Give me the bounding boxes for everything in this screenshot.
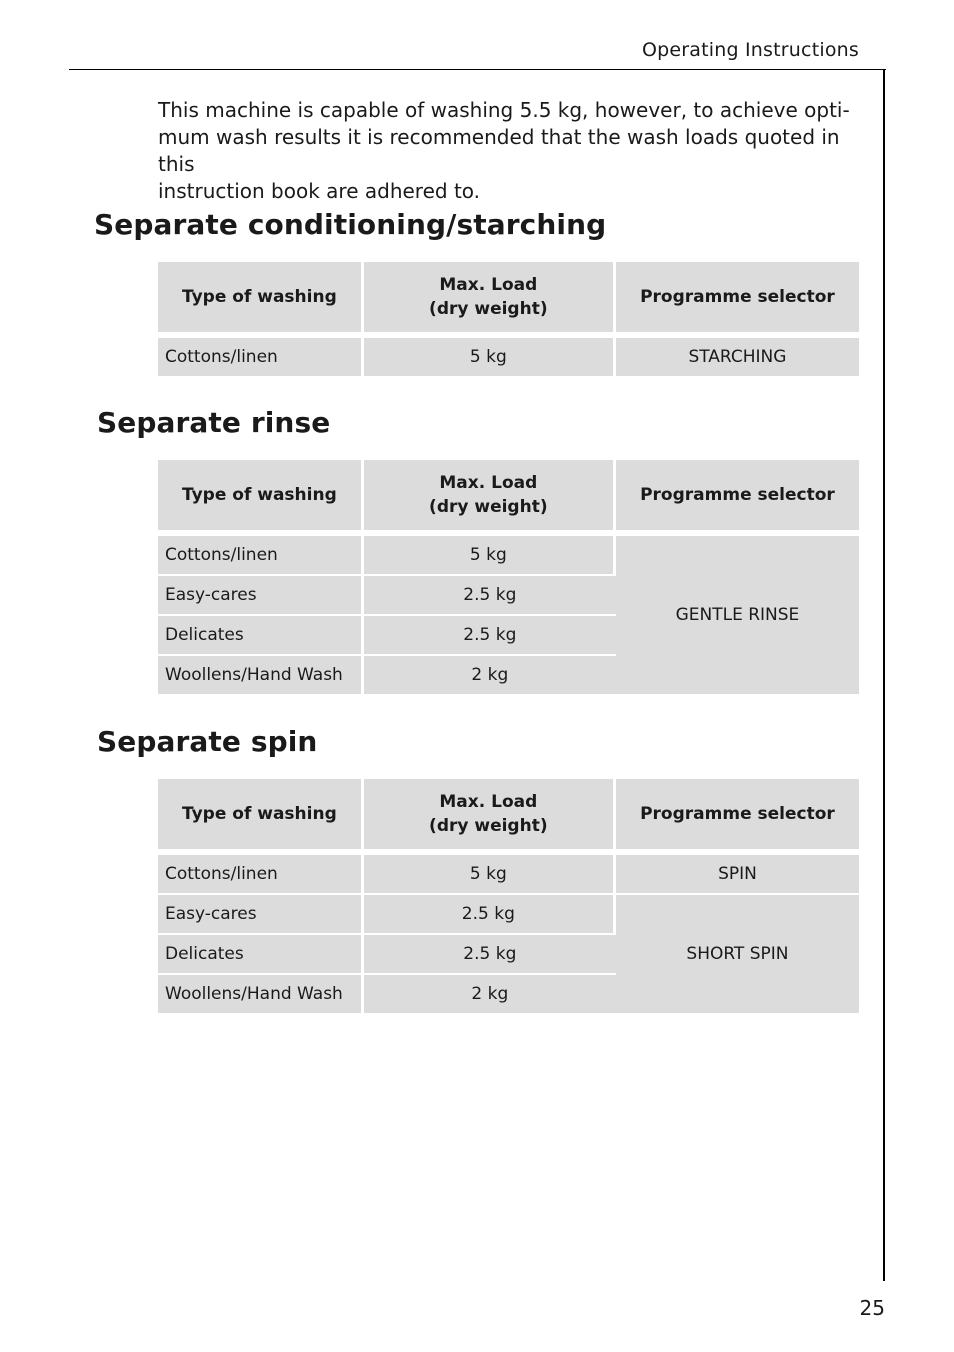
section-title-spin: Separate spin xyxy=(97,725,318,758)
intro-line: This machine is capable of washing 5.5 kg, however, to achieve opti- xyxy=(158,98,850,122)
table-header-row xyxy=(158,460,859,536)
table-row xyxy=(158,536,859,576)
load-header-line2: (dry weight) xyxy=(429,816,548,836)
intro-line: mum wash results it is recommended that the wash loads quoted in this xyxy=(158,125,840,176)
spin-table xyxy=(158,779,859,1013)
column-header-load xyxy=(364,262,616,338)
cell-type: Woollens/Hand Wash xyxy=(158,975,364,1013)
cell-load: 2 kg xyxy=(364,975,616,1013)
cell-type: Easy-cares xyxy=(158,576,364,616)
column-header-type: Type of washing xyxy=(158,460,364,536)
cell-load: 2 kg xyxy=(364,656,616,694)
cell-programme: SHORT SPIN xyxy=(616,895,859,1013)
table-row xyxy=(158,895,859,935)
rinse-table xyxy=(158,460,859,694)
cell-load: 2.5 kg xyxy=(364,616,616,656)
cell-programme: SPIN xyxy=(616,855,859,895)
column-header-programme: Programme selector xyxy=(616,262,859,338)
cell-load: 2.5 kg xyxy=(364,895,616,935)
header-title: Operating Instructions xyxy=(641,39,859,61)
cell-load: 5 kg xyxy=(364,338,616,376)
section-title-starching: Separate conditioning/starching xyxy=(94,208,607,241)
cell-type: Cottons/linen xyxy=(158,536,364,576)
load-header-line2: (dry weight) xyxy=(429,299,548,319)
side-rule xyxy=(883,69,885,1281)
cell-programme: STARCHING xyxy=(616,338,859,376)
table-header-row xyxy=(158,779,859,855)
load-header-line1: Max. Load xyxy=(439,275,538,295)
table-row xyxy=(158,338,859,376)
column-header-load xyxy=(364,779,616,855)
table-row xyxy=(158,855,859,895)
page-number: 25 xyxy=(859,1296,885,1320)
table-header-row xyxy=(158,262,859,338)
cell-load: 5 kg xyxy=(364,536,616,576)
cell-type: Woollens/Hand Wash xyxy=(158,656,364,694)
cell-type: Cottons/linen xyxy=(158,338,364,376)
load-header-line1: Max. Load xyxy=(439,473,538,493)
load-header-line2: (dry weight) xyxy=(429,497,548,517)
cell-type: Easy-cares xyxy=(158,895,364,935)
intro-line: instruction book are adhered to. xyxy=(158,179,481,203)
cell-load: 2.5 kg xyxy=(364,935,616,975)
column-header-type: Type of washing xyxy=(158,262,364,338)
cell-programme: GENTLE RINSE xyxy=(616,536,859,694)
cell-load: 2.5 kg xyxy=(364,576,616,616)
column-header-programme: Programme selector xyxy=(616,779,859,855)
header-rule xyxy=(69,69,886,70)
section-title-rinse: Separate rinse xyxy=(97,406,331,439)
intro-paragraph xyxy=(158,97,858,205)
column-header-type: Type of washing xyxy=(158,779,364,855)
cell-load: 5 kg xyxy=(364,855,616,895)
cell-type: Delicates xyxy=(158,616,364,656)
column-header-programme: Programme selector xyxy=(616,460,859,536)
load-header-line1: Max. Load xyxy=(439,792,538,812)
cell-type: Delicates xyxy=(158,935,364,975)
cell-type: Cottons/linen xyxy=(158,855,364,895)
starching-table xyxy=(158,262,859,376)
column-header-load xyxy=(364,460,616,536)
